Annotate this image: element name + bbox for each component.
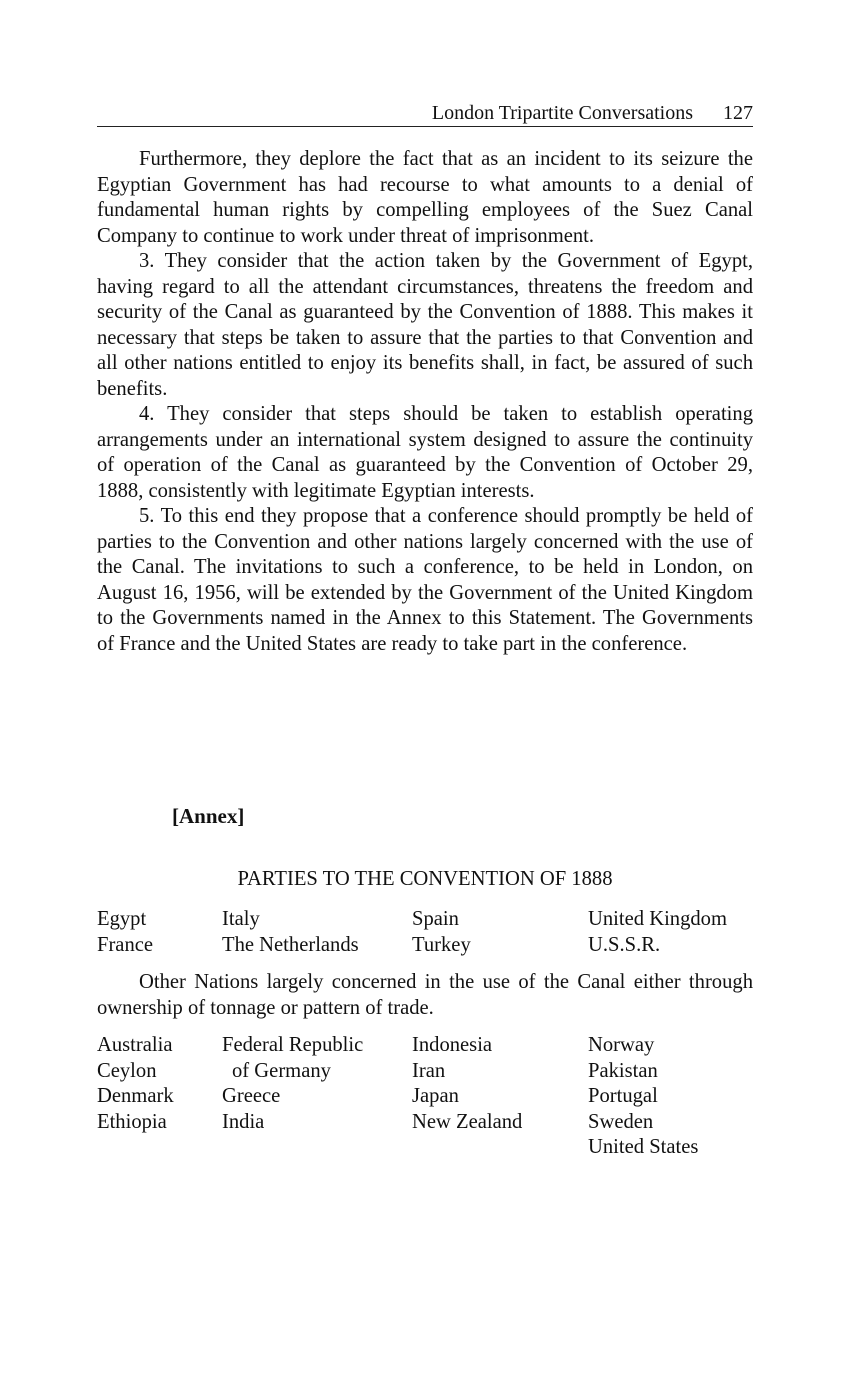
- country-name: Egypt: [97, 908, 147, 930]
- page-number: 127: [723, 102, 753, 124]
- paragraph: 5. To this end they propose that a conference should promptly be held of parties to the Convention and other nations largely concerned with the use of the Canal. The invitations to such a conference, to be held in London, on August 16, 1956, will be extended by the Government of the United Kingdom to the Governments named in the Annex to this Statement. The Governments of France and the United States are ready to take part in the conference.: [97, 505, 753, 655]
- country-name: Federal Republic: [222, 1034, 364, 1056]
- country-name: United Kingdom: [588, 908, 727, 930]
- country-name-continuation: of Germany: [232, 1059, 331, 1082]
- country-name: Greece: [222, 1085, 281, 1107]
- country-name: France: [97, 933, 154, 956]
- country-name: Norway: [588, 1034, 655, 1056]
- country-name: Turkey: [412, 933, 471, 956]
- parties-column: [97, 907, 153, 958]
- country-name: Sweden: [588, 1110, 654, 1133]
- other-nations-column: [97, 1033, 174, 1135]
- country-name: Ceylon: [97, 1059, 157, 1082]
- parties-column: [588, 907, 727, 958]
- parties-column: [412, 907, 471, 958]
- country-name: Portugal: [588, 1085, 658, 1107]
- country-name: Iran: [412, 1059, 446, 1082]
- country-name: India: [222, 1110, 265, 1133]
- country-name: Spain: [412, 908, 459, 930]
- country-name: Ethiopia: [97, 1110, 167, 1133]
- other-nations-intro: Other Nations largely concerned in the use of the Canal either through ownership of tonnage or pattern of trade.: [97, 971, 753, 1019]
- country-name: United States: [588, 1136, 699, 1158]
- body-text: [97, 147, 753, 657]
- other-nations-list: [97, 1033, 753, 1161]
- annex-label: [Annex]: [172, 804, 245, 828]
- country-name: Denmark: [97, 1085, 174, 1107]
- country-name: Pakistan: [588, 1059, 658, 1082]
- country-name: Indonesia: [412, 1034, 493, 1056]
- other-nations-column: [222, 1033, 363, 1135]
- running-header-title: London Tripartite Conversations: [431, 102, 693, 124]
- paragraph: 4. They consider that steps should be taken to establish operating arrangements under an international system designed to assure the continuity of operation of the Canal as guaranteed by the Convention of October 29, 1888, consistently with legitimate Egyptian interests.: [97, 403, 753, 502]
- country-name: New Zealand: [412, 1110, 523, 1133]
- parties-list: [97, 907, 753, 958]
- country-name: Australia: [97, 1034, 173, 1056]
- country-name: The Netherlands: [222, 933, 359, 956]
- running-header: [97, 100, 753, 127]
- paragraph: Furthermore, they deplore the fact that as an incident to its seizure the Egyptian Government has had recourse to what amounts to a denial of fundamental human rights by compelling employees of the Suez Canal Company to continue to work under threat of imprisonment.: [97, 148, 753, 247]
- parties-column: [222, 907, 359, 958]
- country-name: Italy: [222, 908, 260, 930]
- other-nations-column: [588, 1033, 698, 1161]
- country-name: Japan: [412, 1085, 459, 1107]
- parties-heading: PARTIES TO THE CONVENTION OF 1888: [237, 868, 613, 890]
- paragraph: 3. They consider that the action taken by the Government of Egypt, having regard to all the attendant circumstances, threatens the freedom and security of the Canal as guaranteed by the Convention of 1888. This makes it necessary that steps be taken to assure that the parties to that Convention and all other nations entitled to enjoy its benefits shall, in fact, be assured of such benefits.: [97, 250, 753, 400]
- other-nations-column: [412, 1033, 522, 1135]
- country-name: U.S.S.R.: [588, 933, 661, 956]
